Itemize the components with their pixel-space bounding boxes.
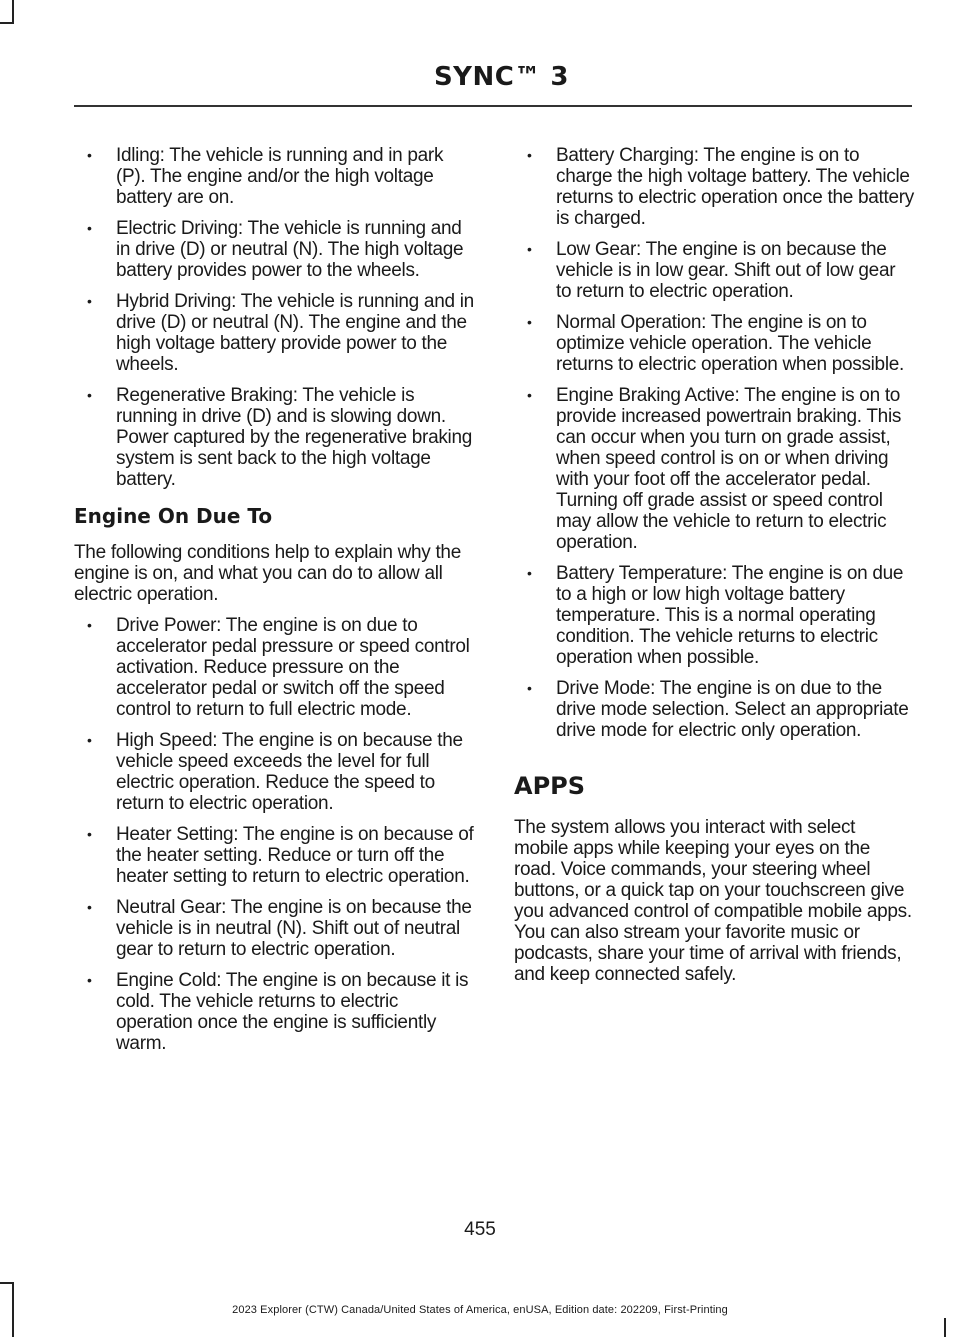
section-heading: Engine On Due To bbox=[74, 504, 273, 528]
left-column bbox=[74, 145, 474, 1064]
list-item: • Drive Mode: The engine is on due to the drive mode selection. Select an appropriate drive mode for electric only operation. bbox=[514, 678, 914, 741]
apps-heading: APPS bbox=[514, 772, 586, 800]
list-item: • Electric Driving: The vehicle is running and in drive (D) or neutral (N). The high voltage battery provides power to the wheels. bbox=[74, 218, 474, 281]
condition-list bbox=[74, 615, 474, 1054]
list-item: • Drive Power: The engine is on due to accelerator pedal pressure or speed control activation. Reduce pressure on the accelerator pedal or switch off the speed control to return to full electric mode. bbox=[74, 615, 474, 720]
list-item: • Idling: The vehicle is running and in park (P). The engine and/or the high voltage battery are on. bbox=[74, 145, 474, 208]
list-item: • Hybrid Driving: The vehicle is running and in drive (D) or neutral (N). The engine and the high voltage battery provide power to the wheels. bbox=[74, 291, 474, 375]
page-header-title: SYNC™ 3 bbox=[433, 62, 569, 92]
list-item: • Engine Braking Active: The engine is on to provide increased powertrain braking. This can occur when you turn on grade assist, when speed control is on or when driving with your foot off the accelerator pedal. Turning off grade assist or speed control may allow the vehicle to return to electric operation. bbox=[514, 385, 914, 553]
list-item: • Low Gear: The engine is on because the vehicle is in low gear. Shift out of low gear to return to electric operation. bbox=[514, 239, 914, 302]
list-item: • High Speed: The engine is on because the vehicle speed exceeds the level for full electric operation. Reduce the speed to return to electric operation. bbox=[74, 730, 474, 814]
list-item: • Neutral Gear: The engine is on because the vehicle is in neutral (N). Shift out of neutral gear to return to electric operation. bbox=[74, 897, 474, 960]
right-column bbox=[514, 145, 914, 995]
condition-list-continued bbox=[514, 145, 914, 741]
page-number: 455 bbox=[464, 1219, 496, 1240]
header-divider bbox=[74, 105, 912, 107]
list-item: • Heater Setting: The engine is on because of the heater setting. Reduce or turn off the heater setting to return to electric operation. bbox=[74, 824, 474, 887]
apps-paragraph: The system allows you interact with select mobile apps while keeping your eyes on the road. Voice commands, your steering wheel buttons, or a quick tap on your touchscreen give you advanced control of compatible mobile apps. You can also stream your favorite music or podcasts, share your time of arrival with friends, and keep connected safely. bbox=[514, 817, 912, 985]
list-item: • Battery Charging: The engine is on to charge the high voltage battery. The vehicle returns to electric operation once the battery is charged. bbox=[514, 145, 914, 229]
crop-mark-top-left-horizontal bbox=[0, 22, 14, 24]
list-item: • Regenerative Braking: The vehicle is running in drive (D) and is slowing down. Power captured by the regenerative braking system is sent back to the high voltage battery. bbox=[74, 385, 474, 490]
crop-mark-bottom-right-vertical bbox=[944, 1318, 946, 1337]
list-item: • Engine Cold: The engine is on because it is cold. The vehicle returns to electric operation once the engine is sufficiently warm. bbox=[74, 970, 474, 1054]
crop-mark-bottom-left-horizontal bbox=[0, 1282, 14, 1284]
crop-mark-top-left-vertical bbox=[12, 0, 14, 24]
list-item: • Battery Temperature: The engine is on due to a high or low high voltage battery temperature. This is a normal operating condition. The vehicle returns to electric operation when possible. bbox=[514, 563, 914, 668]
list-item: • Normal Operation: The engine is on to optimize vehicle operation. The vehicle returns to electric operation when possible. bbox=[514, 312, 914, 375]
section-intro: The following conditions help to explain why the engine is on, and what you can do to allow all electric operation. bbox=[74, 542, 461, 605]
state-list bbox=[74, 145, 474, 490]
edition-footer: 2023 Explorer (CTW) Canada/United States of America, enUSA, Edition date: 202209, First-Printing bbox=[232, 1304, 728, 1316]
